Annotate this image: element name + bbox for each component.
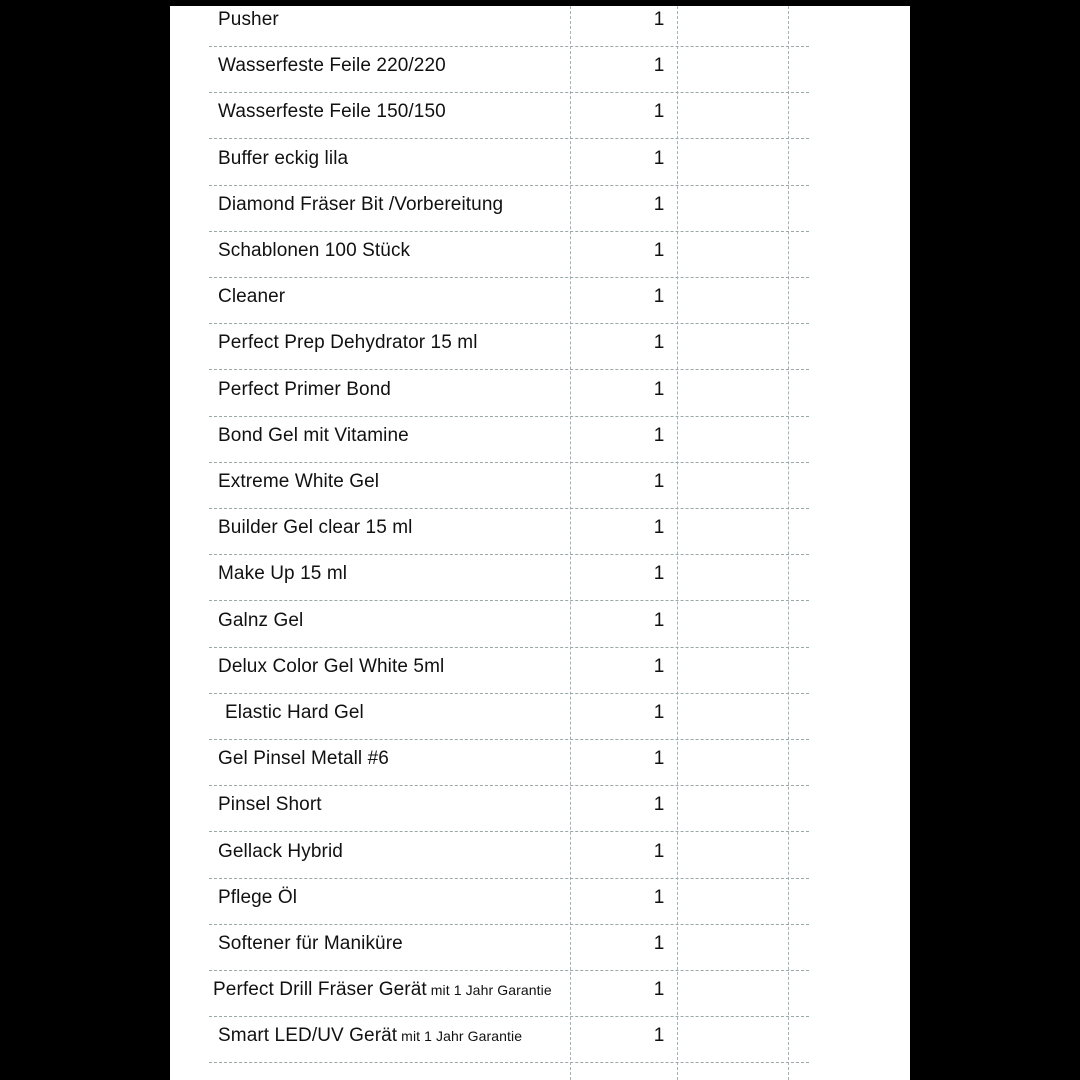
item-quantity: 1	[653, 332, 665, 354]
item-quantity: 1	[653, 1025, 665, 1047]
item-name: Pflege Öl	[218, 886, 298, 908]
item-name: Make Up 15 ml	[218, 563, 348, 585]
item-quantity: 1	[653, 886, 665, 908]
item-name: Smart LED/UV Gerät mit 1 Jahr Garantie	[218, 1025, 523, 1047]
item-name: Delux Color Gel White 5ml	[218, 655, 445, 677]
table-row	[209, 139, 809, 186]
item-name: Schablonen 100 Stück	[218, 240, 411, 261]
item-name: Diamond Fräser Bit /Vorbereitung	[218, 193, 504, 215]
table-row	[209, 739, 809, 786]
item-quantity: 1	[653, 748, 665, 770]
table-row	[209, 924, 809, 971]
table-row	[209, 92, 809, 139]
item-quantity: 1	[653, 101, 665, 123]
item-note: mit 1 Jahr Garantie	[397, 1028, 523, 1045]
item-quantity: 1	[653, 147, 665, 169]
table-row	[209, 970, 809, 1017]
table-row	[209, 323, 809, 370]
table-row	[209, 878, 809, 925]
item-quantity: 1	[653, 794, 665, 816]
item-quantity: 1	[653, 9, 665, 30]
item-name: Perfect Drill Fräser Gerät mit 1 Jahr Garantie	[213, 979, 552, 1001]
item-name: Gellack Hybrid	[218, 840, 343, 862]
item-quantity: 1	[653, 979, 665, 1001]
item-quantity: 1	[653, 471, 665, 492]
item-quantity: 1	[653, 517, 665, 539]
item-name: Buffer eckig lila	[218, 147, 349, 169]
item-quantity: 1	[653, 655, 665, 677]
table-row	[209, 370, 809, 417]
item-note: mit 1 Jahr Garantie	[426, 982, 552, 999]
table-row	[209, 462, 809, 509]
item-name: Bond Gel mit Vitamine	[218, 424, 409, 446]
item-quantity: 1	[653, 609, 665, 631]
table-row	[209, 6, 809, 47]
item-quantity: 1	[653, 840, 665, 862]
item-name: Softener für Maniküre	[218, 933, 403, 954]
item-quantity: 1	[653, 424, 665, 446]
item-quantity: 1	[653, 933, 665, 954]
table-row	[209, 508, 809, 555]
item-name: Perfect Primer Bond	[218, 378, 391, 400]
table-row	[209, 785, 809, 832]
item-name: Builder Gel clear 15 ml	[218, 517, 413, 539]
item-name: Cleaner	[218, 286, 286, 308]
item-name: Perfect Prep Dehydrator 15 ml	[218, 332, 478, 354]
table-row	[209, 1016, 809, 1063]
table-row	[209, 601, 809, 648]
item-name: Extreme White Gel	[218, 471, 380, 492]
item-name: Elastic Hard Gel	[225, 702, 364, 723]
table-row	[209, 832, 809, 879]
table-row	[209, 693, 809, 740]
item-name: Wasserfeste Feile 220/220	[218, 55, 446, 77]
item-name: Pusher	[218, 9, 279, 30]
table-row	[209, 554, 809, 601]
item-name: Wasserfeste Feile 150/150	[218, 101, 446, 123]
table-row	[209, 647, 809, 694]
item-name: Pinsel Short	[218, 794, 322, 816]
item-quantity: 1	[653, 55, 665, 77]
item-quantity: 1	[653, 286, 665, 308]
item-name: Gel Pinsel Metall #6	[218, 748, 389, 770]
item-quantity: 1	[653, 240, 665, 261]
item-quantity: 1	[653, 563, 665, 585]
table-row	[209, 46, 809, 93]
item-quantity: 1	[653, 378, 665, 400]
table-row	[209, 277, 809, 324]
table-row	[209, 185, 809, 232]
item-quantity: 1	[653, 193, 665, 215]
item-quantity: 1	[653, 702, 665, 723]
table-row	[209, 231, 809, 278]
table-row	[209, 416, 809, 463]
document-page	[170, 6, 910, 1080]
item-name: Galnz Gel	[218, 609, 304, 631]
